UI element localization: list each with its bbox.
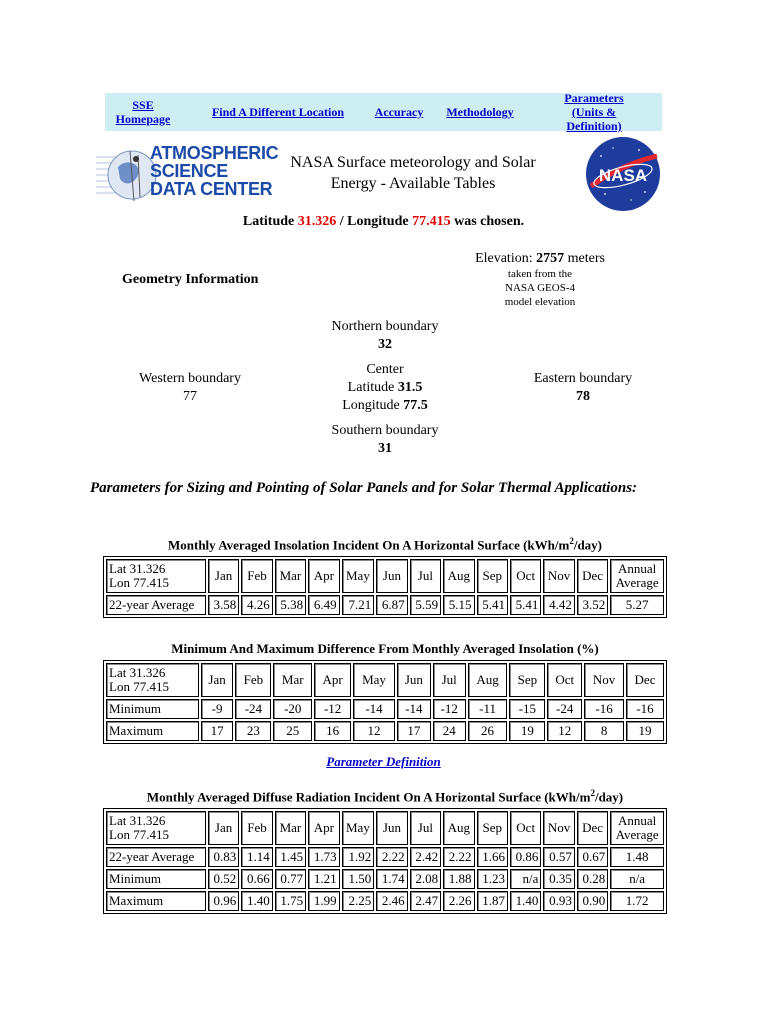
- west-label: Western boundary: [139, 371, 241, 386]
- table-corner-cell: [106, 663, 199, 697]
- insolation-table: [103, 556, 667, 618]
- table-cell: -15: [509, 699, 545, 719]
- table-cell: -24: [235, 699, 271, 719]
- table-cell: 6.49: [308, 595, 339, 615]
- month-header: May: [342, 559, 375, 593]
- table-cell: 2.42: [410, 847, 441, 867]
- table-cell: 23: [235, 721, 271, 741]
- table-cell: 16: [314, 721, 351, 741]
- table-cell: 24: [433, 721, 466, 741]
- table-cell: 19: [626, 721, 664, 741]
- page-title-line1: NASA Surface meteorology and Solar: [290, 154, 536, 171]
- table-cell: 0.28: [577, 869, 608, 889]
- row-label: Maximum: [106, 891, 206, 911]
- location-suffix: was chosen.: [454, 214, 525, 229]
- table-cell: 5.15: [443, 595, 474, 615]
- elevation-value: 2757: [536, 251, 565, 266]
- elevation-note2: NASA GEOS-4: [505, 282, 575, 294]
- table-cell: 0.96: [208, 891, 239, 911]
- table-cell: 0.35: [543, 869, 574, 889]
- center-lat-label: Latitude: [347, 380, 395, 395]
- table-cell: -20: [273, 699, 312, 719]
- table-cell: 5.59: [410, 595, 441, 615]
- min-max-difference-table: [103, 660, 667, 744]
- asdc-line1: ATMOSPHERIC: [150, 143, 279, 163]
- table-cell: 25: [273, 721, 312, 741]
- table-cell: 17: [397, 721, 431, 741]
- row-label: 22-year Average: [106, 595, 206, 615]
- table-cell: 4.42: [543, 595, 574, 615]
- month-header: Jan: [208, 811, 239, 845]
- table-row: [106, 891, 664, 911]
- month-header: Dec: [626, 663, 664, 697]
- table-cell: 19: [509, 721, 545, 741]
- t3-title-end: /day): [594, 789, 624, 805]
- page-title: [268, 152, 558, 194]
- t1-title-sup: 2: [569, 536, 574, 546]
- month-header: Mar: [273, 663, 312, 697]
- month-header: May: [342, 811, 375, 845]
- table-cell: 2.26: [443, 891, 474, 911]
- table-header-row: [106, 559, 664, 593]
- table-cell: 1.45: [275, 847, 306, 867]
- table-cell: 8: [584, 721, 624, 741]
- table-cell: 17: [201, 721, 234, 741]
- table-cell: 5.38: [275, 595, 306, 615]
- north-value: 32: [378, 337, 392, 352]
- elevation-info: [440, 251, 640, 309]
- month-header: Apr: [308, 811, 339, 845]
- table-cell: 1.73: [308, 847, 339, 867]
- table-row: [106, 721, 664, 741]
- month-header: Mar: [275, 811, 306, 845]
- annual-average-cell: 1.48: [610, 847, 664, 867]
- table-cell: 3.58: [208, 595, 239, 615]
- month-header: Feb: [241, 811, 272, 845]
- table-cell: 2.22: [443, 847, 474, 867]
- asdc-logo-text: [150, 144, 278, 198]
- asdc-line2: SCIENCE: [150, 161, 228, 181]
- center-lat-value: 31.5: [397, 380, 423, 395]
- table-cell: 3.52: [577, 595, 608, 615]
- t3-title-main: Monthly Averaged Diffuse Radiation Incident On A Horizontal Surface (kWh/m: [146, 789, 591, 805]
- table-cell: -9: [201, 699, 234, 719]
- top-nav-bar: [105, 93, 662, 131]
- table-header-row: [106, 811, 664, 845]
- center-lon-label: Longitude: [342, 398, 400, 413]
- annual-average-header: [610, 811, 664, 845]
- month-header: Apr: [308, 559, 339, 593]
- east-label: Eastern boundary: [533, 371, 633, 386]
- table-cell: -12: [314, 699, 351, 719]
- month-header: Oct: [547, 663, 582, 697]
- eastern-boundary: [508, 370, 658, 406]
- south-value: 31: [378, 441, 392, 456]
- row-label: 22-year Average: [106, 847, 206, 867]
- table-cell: 0.90: [577, 891, 608, 911]
- table-corner-cell: [106, 811, 206, 845]
- table-row: [106, 699, 664, 719]
- table-row: [106, 869, 664, 889]
- annual-average-cell: 1.72: [610, 891, 664, 911]
- table-cell: -16: [584, 699, 624, 719]
- elevation-note3: model elevation: [504, 296, 576, 308]
- month-header: Feb: [241, 559, 272, 593]
- month-header: Mar: [275, 559, 306, 593]
- elevation-unit: meters: [567, 251, 605, 266]
- longitude-value: 77.415: [412, 214, 451, 229]
- north-label: Northern boundary: [331, 319, 439, 334]
- nav-sse-line2: Homepage: [115, 112, 171, 126]
- nav-sse-homepage-link[interactable]: [116, 98, 171, 126]
- table-cell: 26: [468, 721, 508, 741]
- month-header: Nov: [543, 811, 574, 845]
- east-value: 78: [576, 389, 590, 404]
- western-boundary: [115, 370, 265, 406]
- nasa-meatball-logo-icon[interactable]: [583, 134, 663, 214]
- annual-line2: Average: [615, 575, 659, 590]
- table-cell: 2.22: [376, 847, 407, 867]
- month-header: Sep: [477, 811, 508, 845]
- corner-lon: Lon 77.415: [109, 679, 169, 694]
- table-cell: -24: [547, 699, 582, 719]
- center-lon-value: 77.5: [403, 398, 428, 413]
- elevation-note1: taken from the: [507, 268, 573, 280]
- table-cell: 0.77: [275, 869, 306, 889]
- west-value: 77: [183, 389, 197, 404]
- corner-lat: Lat 31.326: [109, 665, 166, 680]
- chosen-location: [100, 214, 667, 230]
- table-cell: 12: [547, 721, 582, 741]
- lon-prefix: / Longitude: [339, 214, 409, 229]
- southern-boundary: [310, 422, 460, 458]
- table-cell: -16: [626, 699, 664, 719]
- table-cell: 2.46: [376, 891, 407, 911]
- geometry-info-label: Geometry Information: [122, 272, 259, 287]
- month-header: Oct: [510, 811, 541, 845]
- table-cell: 1.92: [342, 847, 375, 867]
- table-cell: 2.25: [342, 891, 375, 911]
- table-header-row: [106, 663, 664, 697]
- table-cell: 0.67: [577, 847, 608, 867]
- northern-boundary: [310, 318, 460, 354]
- t3-title-sup: 2: [590, 788, 595, 798]
- month-header: Jan: [201, 663, 234, 697]
- table-cell: 1.14: [241, 847, 272, 867]
- month-header: Nov: [584, 663, 624, 697]
- month-header: Aug: [443, 559, 474, 593]
- table-cell: 5.41: [510, 595, 541, 615]
- month-header: Jun: [376, 811, 407, 845]
- table-cell: n/a: [510, 869, 541, 889]
- table-cell: 5.41: [477, 595, 508, 615]
- month-header: May: [353, 663, 395, 697]
- month-header: Aug: [443, 811, 474, 845]
- diffuse-radiation-table: [103, 808, 667, 914]
- nav-find-location-link[interactable]: Find A Different Location: [211, 105, 345, 119]
- month-header: Dec: [577, 559, 608, 593]
- nav-accuracy-link[interactable]: Accuracy: [374, 105, 424, 119]
- table-cell: 1.74: [376, 869, 407, 889]
- nav-parameters-link[interactable]: [560, 91, 628, 133]
- annual-line1: Annual: [618, 561, 657, 576]
- table-cell: -11: [468, 699, 508, 719]
- parameter-definition: [100, 754, 667, 770]
- annual-average-cell: 5.27: [610, 595, 664, 615]
- center-label: Center: [366, 362, 404, 377]
- table-cell: 0.66: [241, 869, 272, 889]
- annual-average-cell: n/a: [610, 869, 664, 889]
- month-header: Jan: [208, 559, 239, 593]
- table-row: [106, 847, 664, 867]
- corner-lat: Lat 31.326: [109, 813, 166, 828]
- month-header: Oct: [510, 559, 541, 593]
- center-point: [310, 361, 460, 415]
- south-label: Southern boundary: [331, 423, 439, 438]
- table-corner-cell: [106, 559, 206, 593]
- month-header: Nov: [543, 559, 574, 593]
- table-cell: 0.93: [543, 891, 574, 911]
- table-cell: 7.21: [342, 595, 375, 615]
- table-cell: 0.57: [543, 847, 574, 867]
- table-cell: 2.08: [410, 869, 441, 889]
- table-cell: 1.66: [477, 847, 508, 867]
- table-row: [106, 595, 664, 615]
- parameter-definition-link[interactable]: Parameter Definition: [326, 754, 441, 769]
- table-cell: 1.75: [275, 891, 306, 911]
- corner-lon: Lon 77.415: [109, 575, 169, 590]
- annual-average-header: [610, 559, 664, 593]
- table-cell: 4.26: [241, 595, 272, 615]
- corner-lat: Lat 31.326: [109, 561, 166, 576]
- corner-lon: Lon 77.415: [109, 827, 169, 842]
- solar-panels-section-heading: Parameters for Sizing and Pointing of Solar Panels and for Solar Thermal Applications:: [90, 480, 638, 496]
- month-header: Jul: [433, 663, 466, 697]
- month-header: Aug: [468, 663, 508, 697]
- table-cell: -14: [353, 699, 395, 719]
- table-cell: 1.87: [477, 891, 508, 911]
- insolation-table-title: [100, 536, 670, 553]
- table-cell: 1.99: [308, 891, 339, 911]
- table-cell: 1.50: [342, 869, 375, 889]
- month-header: Jul: [410, 559, 441, 593]
- month-header: Dec: [577, 811, 608, 845]
- table-cell: 1.40: [241, 891, 272, 911]
- month-header: Sep: [509, 663, 545, 697]
- lat-prefix: Latitude: [242, 214, 295, 229]
- month-header: Feb: [235, 663, 271, 697]
- asdc-line3: DATA CENTER: [150, 179, 273, 199]
- row-label: Minimum: [106, 699, 199, 719]
- table-cell: 1.23: [477, 869, 508, 889]
- table-cell: 0.86: [510, 847, 541, 867]
- page-title-line2: Energy - Available Tables: [330, 175, 496, 192]
- nav-params-line2: (Units & Definition): [566, 105, 622, 133]
- nav-params-line1: Parameters: [564, 91, 624, 105]
- table-cell: 6.87: [376, 595, 407, 615]
- month-header: Apr: [314, 663, 351, 697]
- annual-line2: Average: [615, 827, 659, 842]
- month-header: Jun: [376, 559, 407, 593]
- t1-title-end: /day): [573, 537, 602, 553]
- diffuse-table-title: [100, 788, 670, 805]
- table-cell: 0.52: [208, 869, 239, 889]
- t1-title-main: Monthly Averaged Insolation Incident On A Horizontal Surface (kWh/m: [167, 537, 570, 553]
- table-cell: 1.40: [510, 891, 541, 911]
- table-cell: 0.83: [208, 847, 239, 867]
- table-cell: 2.47: [410, 891, 441, 911]
- nav-sse-line1: SSE: [132, 98, 154, 112]
- month-header: Jul: [410, 811, 441, 845]
- row-label: Minimum: [106, 869, 206, 889]
- row-label: Maximum: [106, 721, 199, 741]
- nasa-logo-text: NASA: [598, 166, 648, 185]
- table-cell: 1.21: [308, 869, 339, 889]
- month-header: Jun: [397, 663, 431, 697]
- nav-methodology-link[interactable]: Methodology: [446, 105, 514, 119]
- min-max-table-title: Minimum And Maximum Difference From Monthly Averaged Insolation (%): [171, 641, 599, 656]
- elevation-prefix: Elevation:: [475, 251, 533, 266]
- table-cell: -14: [397, 699, 431, 719]
- table-cell: -12: [433, 699, 466, 719]
- table-cell: 12: [353, 721, 395, 741]
- annual-line1: Annual: [618, 813, 657, 828]
- latitude-value: 31.326: [297, 214, 337, 229]
- table-cell: 1.88: [443, 869, 474, 889]
- month-header: Sep: [477, 559, 508, 593]
